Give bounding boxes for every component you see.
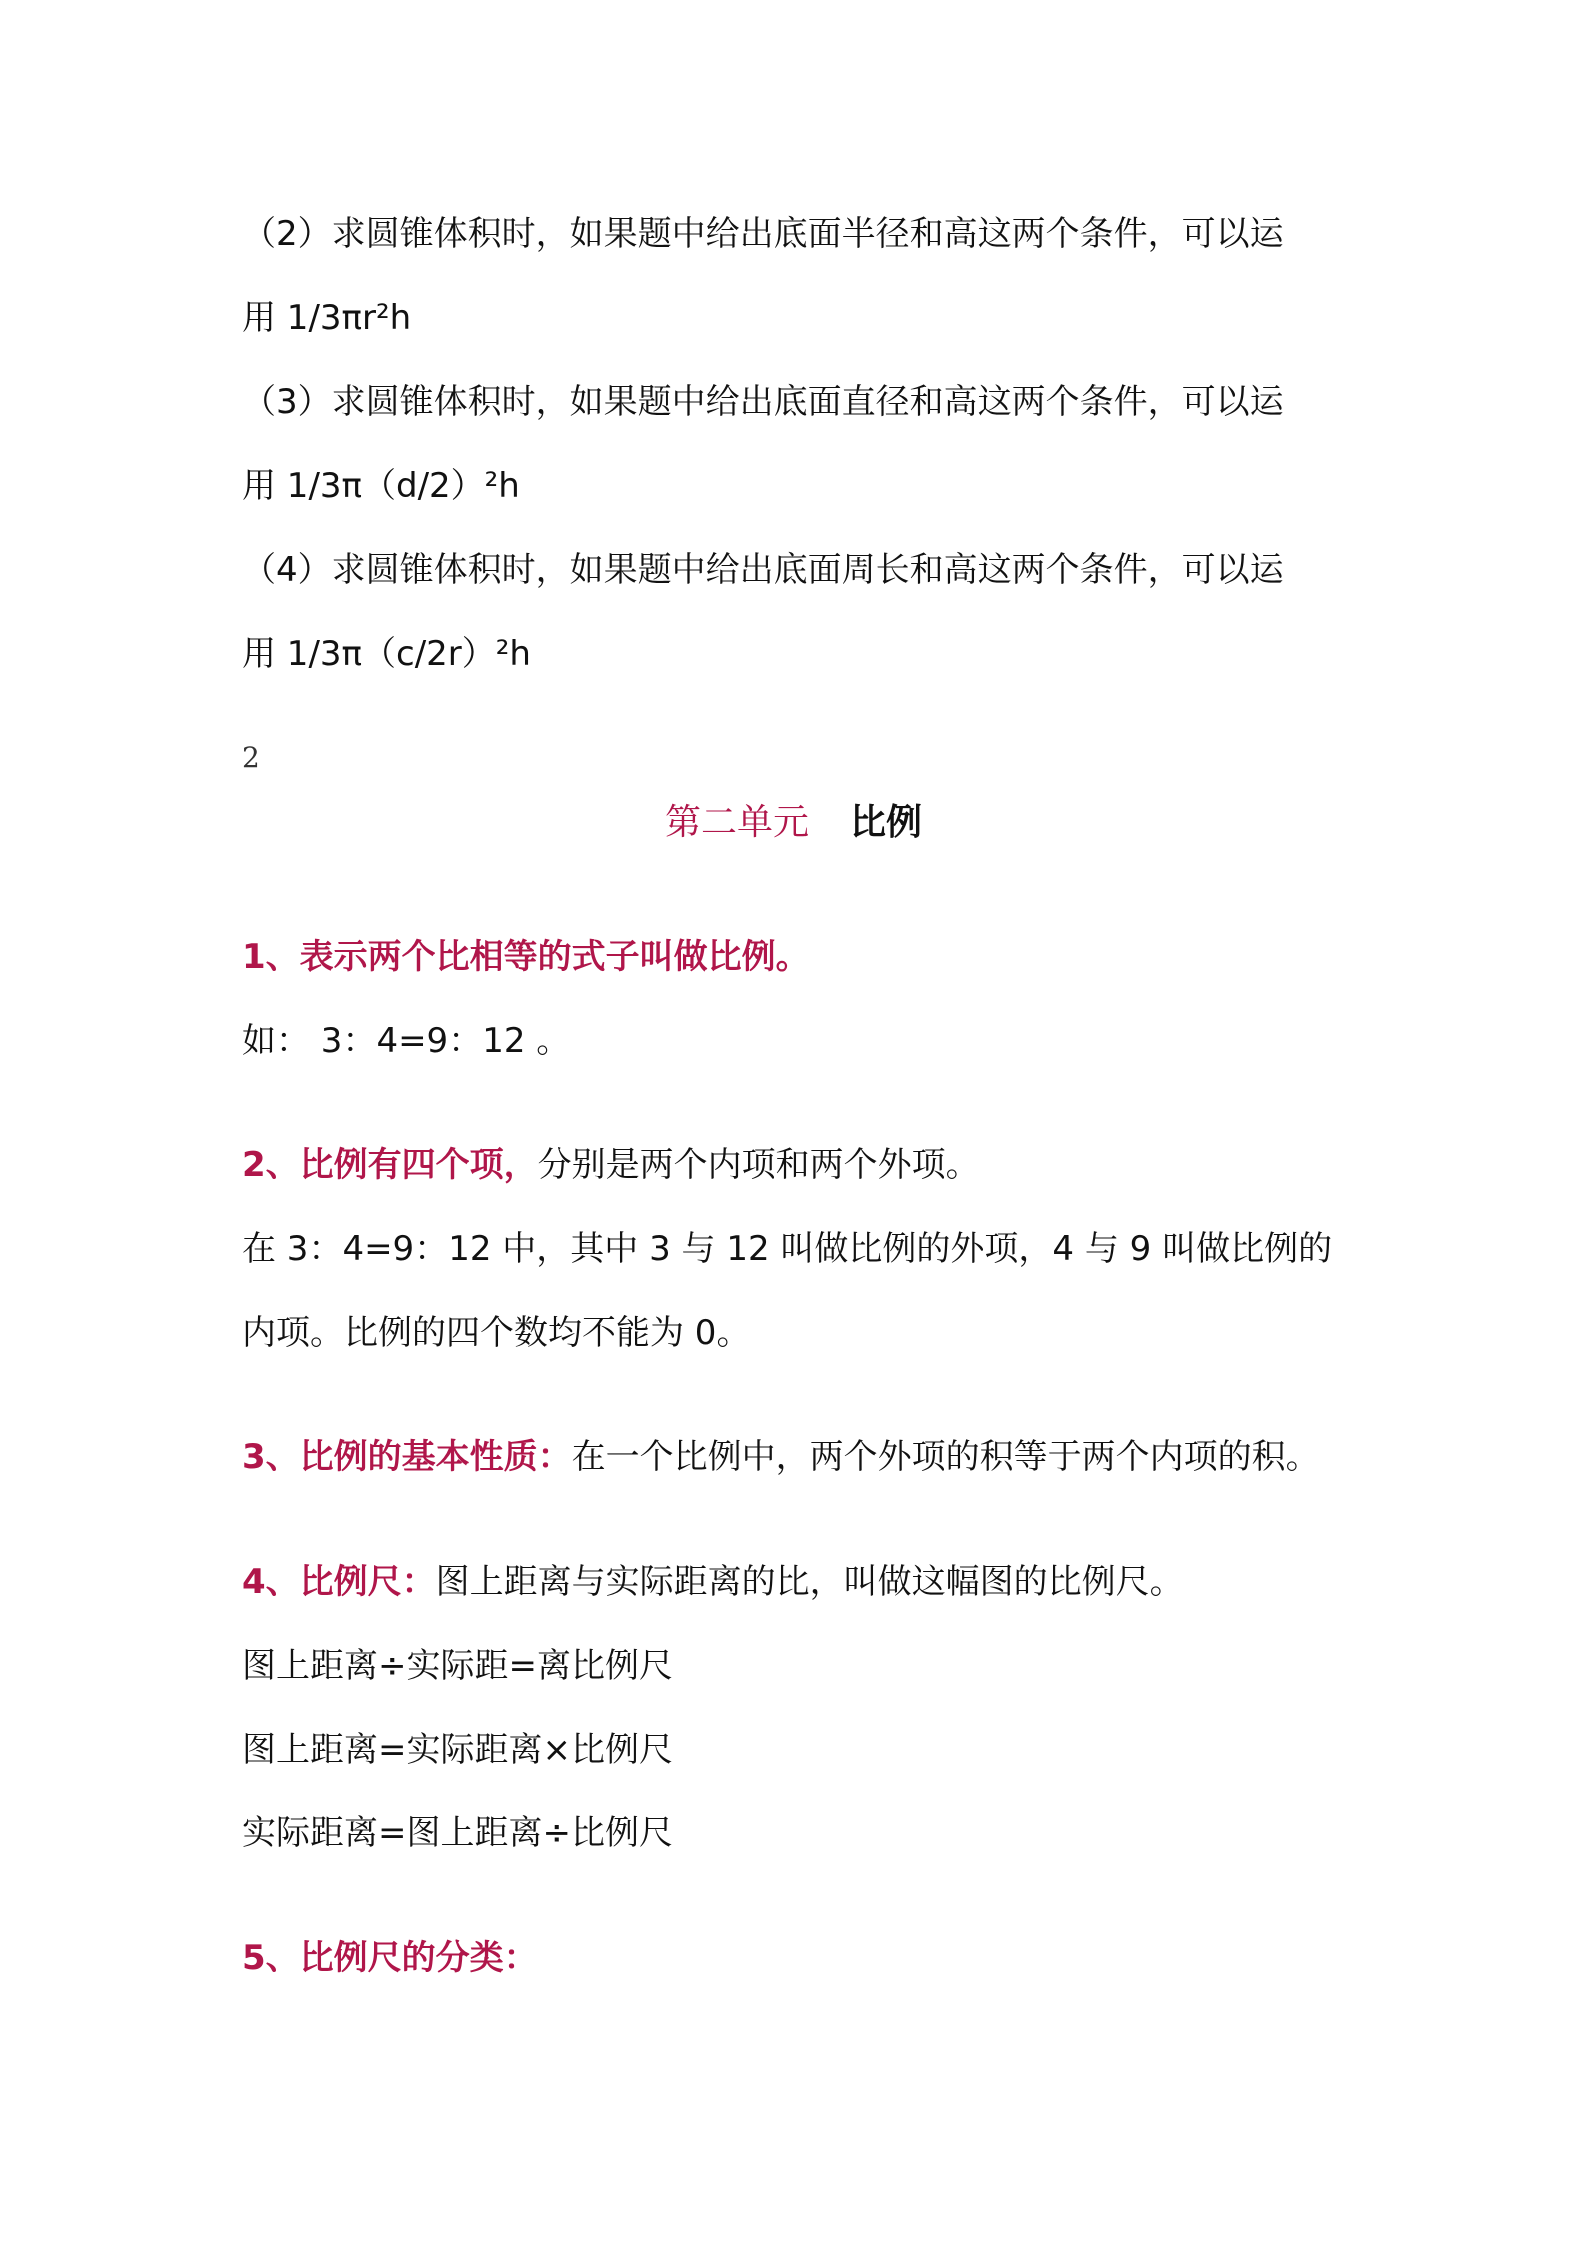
- formula-item-3-line-2: 用 1/3π（d/2）²h: [242, 466, 520, 506]
- point-3-line: [242, 1435, 1320, 1479]
- point-4-formula-3: 实际距离=图上距离÷比例尺: [242, 1813, 673, 1853]
- unit-title: [0, 800, 1587, 846]
- point-1-heading: 1、表示两个比相等的式子叫做比例。: [242, 937, 810, 977]
- point-4-line: [242, 1560, 1184, 1604]
- formula-item-2-line-2: 用 1/3πr²h: [242, 298, 412, 338]
- point-3-heading-tail: 在一个比例中，两个外项的积等于两个内项的积。: [571, 1437, 1320, 1477]
- point-2-heading-tail: 分别是两个内项和两个外项。: [537, 1145, 980, 1185]
- formula-item-3-line-1: （3）求圆锥体积时，如果题中给出底面直径和高这两个条件，可以运: [242, 382, 1284, 422]
- point-4-heading-tail: 图上距离与实际距离的比，叫做这幅图的比例尺。: [435, 1562, 1184, 1602]
- formula-item-2-line-1: （2）求圆锥体积时，如果题中给出底面半径和高这两个条件，可以运: [242, 214, 1284, 254]
- point-4-heading: 4、比例尺：: [242, 1562, 436, 1602]
- formula-item-4-line-1: （4）求圆锥体积时，如果题中给出底面周长和高这两个条件，可以运: [242, 550, 1284, 590]
- point-4-formula-1: 图上距离÷实际距=离比例尺: [242, 1646, 673, 1686]
- formula-item-4-line-2: 用 1/3π（c/2r）²h: [242, 634, 531, 674]
- point-1-example: 如： 3：4=9：12 。: [242, 1021, 571, 1061]
- point-5-heading: 5、比例尺的分类：: [242, 1938, 538, 1978]
- unit-title-name: 比例: [849, 802, 922, 843]
- page-number: 2: [242, 741, 260, 774]
- point-2-heading-line: [242, 1143, 980, 1187]
- unit-title-prefix: 第二单元: [665, 802, 810, 843]
- point-2-body-line-1: 在 3：4=9：12 中，其中 3 与 12 叫做比例的外项，4 与 9 叫做比例的: [242, 1229, 1333, 1269]
- point-2-body-line-2: 内项。比例的四个数均不能为 0。: [242, 1313, 751, 1353]
- point-3-heading: 3、比例的基本性质：: [242, 1437, 572, 1477]
- point-4-formula-2: 图上距离=实际距离×比例尺: [242, 1730, 673, 1770]
- point-2-heading: 2、比例有四个项，: [242, 1145, 538, 1185]
